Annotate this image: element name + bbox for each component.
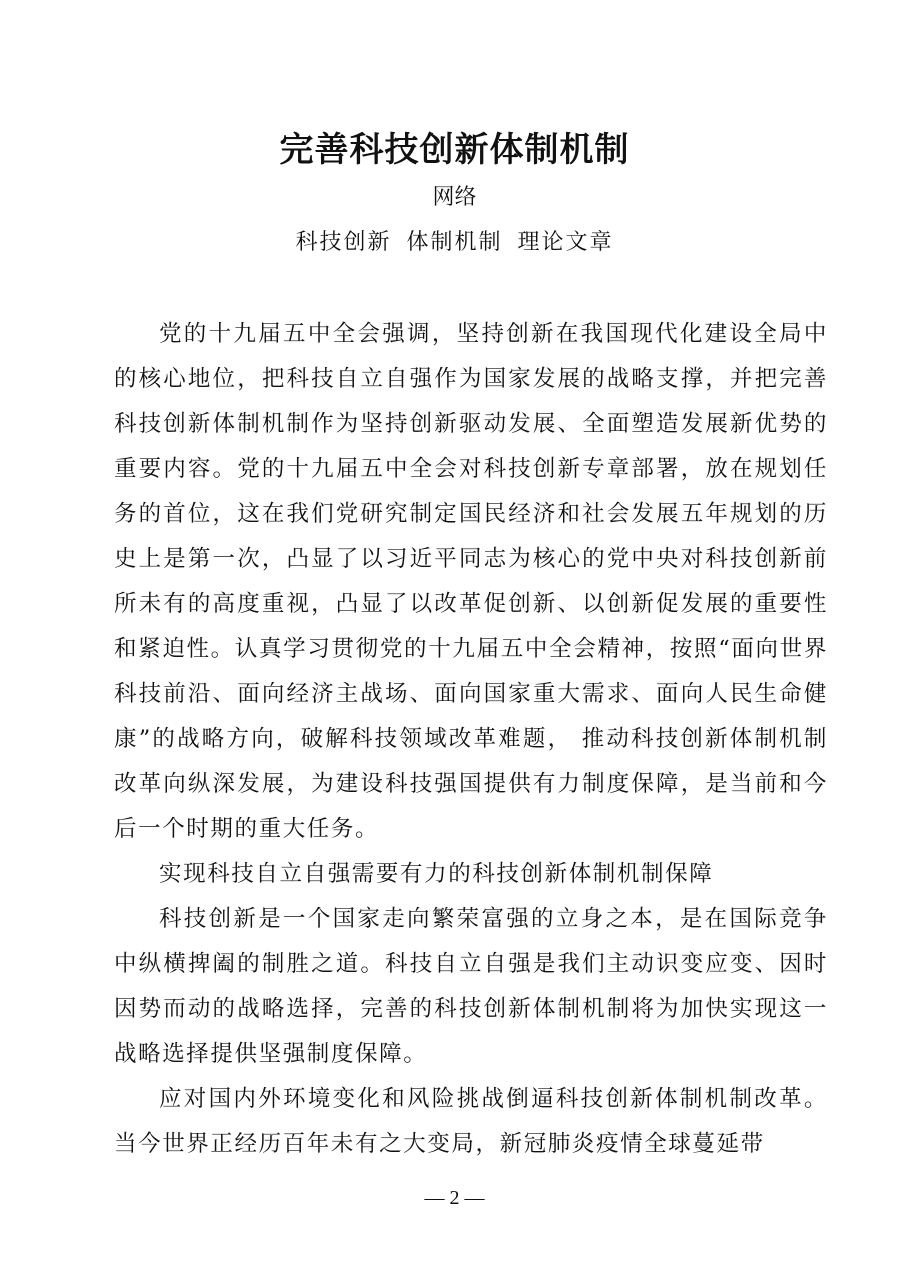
section-heading: 实现科技自立自强需要有力的科技创新体制机制保障 [159,861,714,887]
document-keywords: 科技创新 体制机制 理论文章 [295,230,614,255]
document-author: 网络 [432,185,477,210]
page-number: — 2 — [424,1187,485,1209]
document-title: 完善科技创新体制机制 [279,130,630,170]
document-body [114,312,828,1167]
paragraph-intro: 党的十九届五中全会强调，坚持创新在我国现代化建设全局中的核心地位，把科技自立自强作为国家发展的战略支撑，并把完善科技创新体制机制作为坚持创新驱动发展、全面塑造发展新优势的重要内容。党的十九届五中全会对科技创新专章部署，放在规划任务的首位，这在我们党研究制定国民经济和社会发展五年规划的历史上是第一次，凸显了以习近平同志为核心的党中央对科技创新前所未有的高度重视，凸显了以改革促创新、以创新促发展的重要性和紧迫性。认真学习贯彻党的十九届五中全会精神，按照“面向世界科技前沿、面向经济主战场、面向国家重大需求、面向人民生命健康”的战略方向，破解科技领域改革难题， 推动科技创新体制机制改革向纵深发展，为建设科技强国提供有力制度保障，是当前和今后一个时期的重大任务。 [114,321,828,842]
paragraph-innovation: 科技创新是一个国家走向繁荣富强的立身之本，是在国际竞争中纵横捭阖的制胜之道。科技自立自强是我们主动识变应变、因时因势而动的战略选择，完善的科技创新体制机制将为加快实现这一战略选择提供坚强制度保障。 [114,906,828,1067]
paragraph-challenges: 应对国内外环境变化和风险挑战倒逼科技创新体制机制改革。当今世界正经历百年未有之大变局，新冠肺炎疫情全球蔓延带 [114,1086,828,1157]
